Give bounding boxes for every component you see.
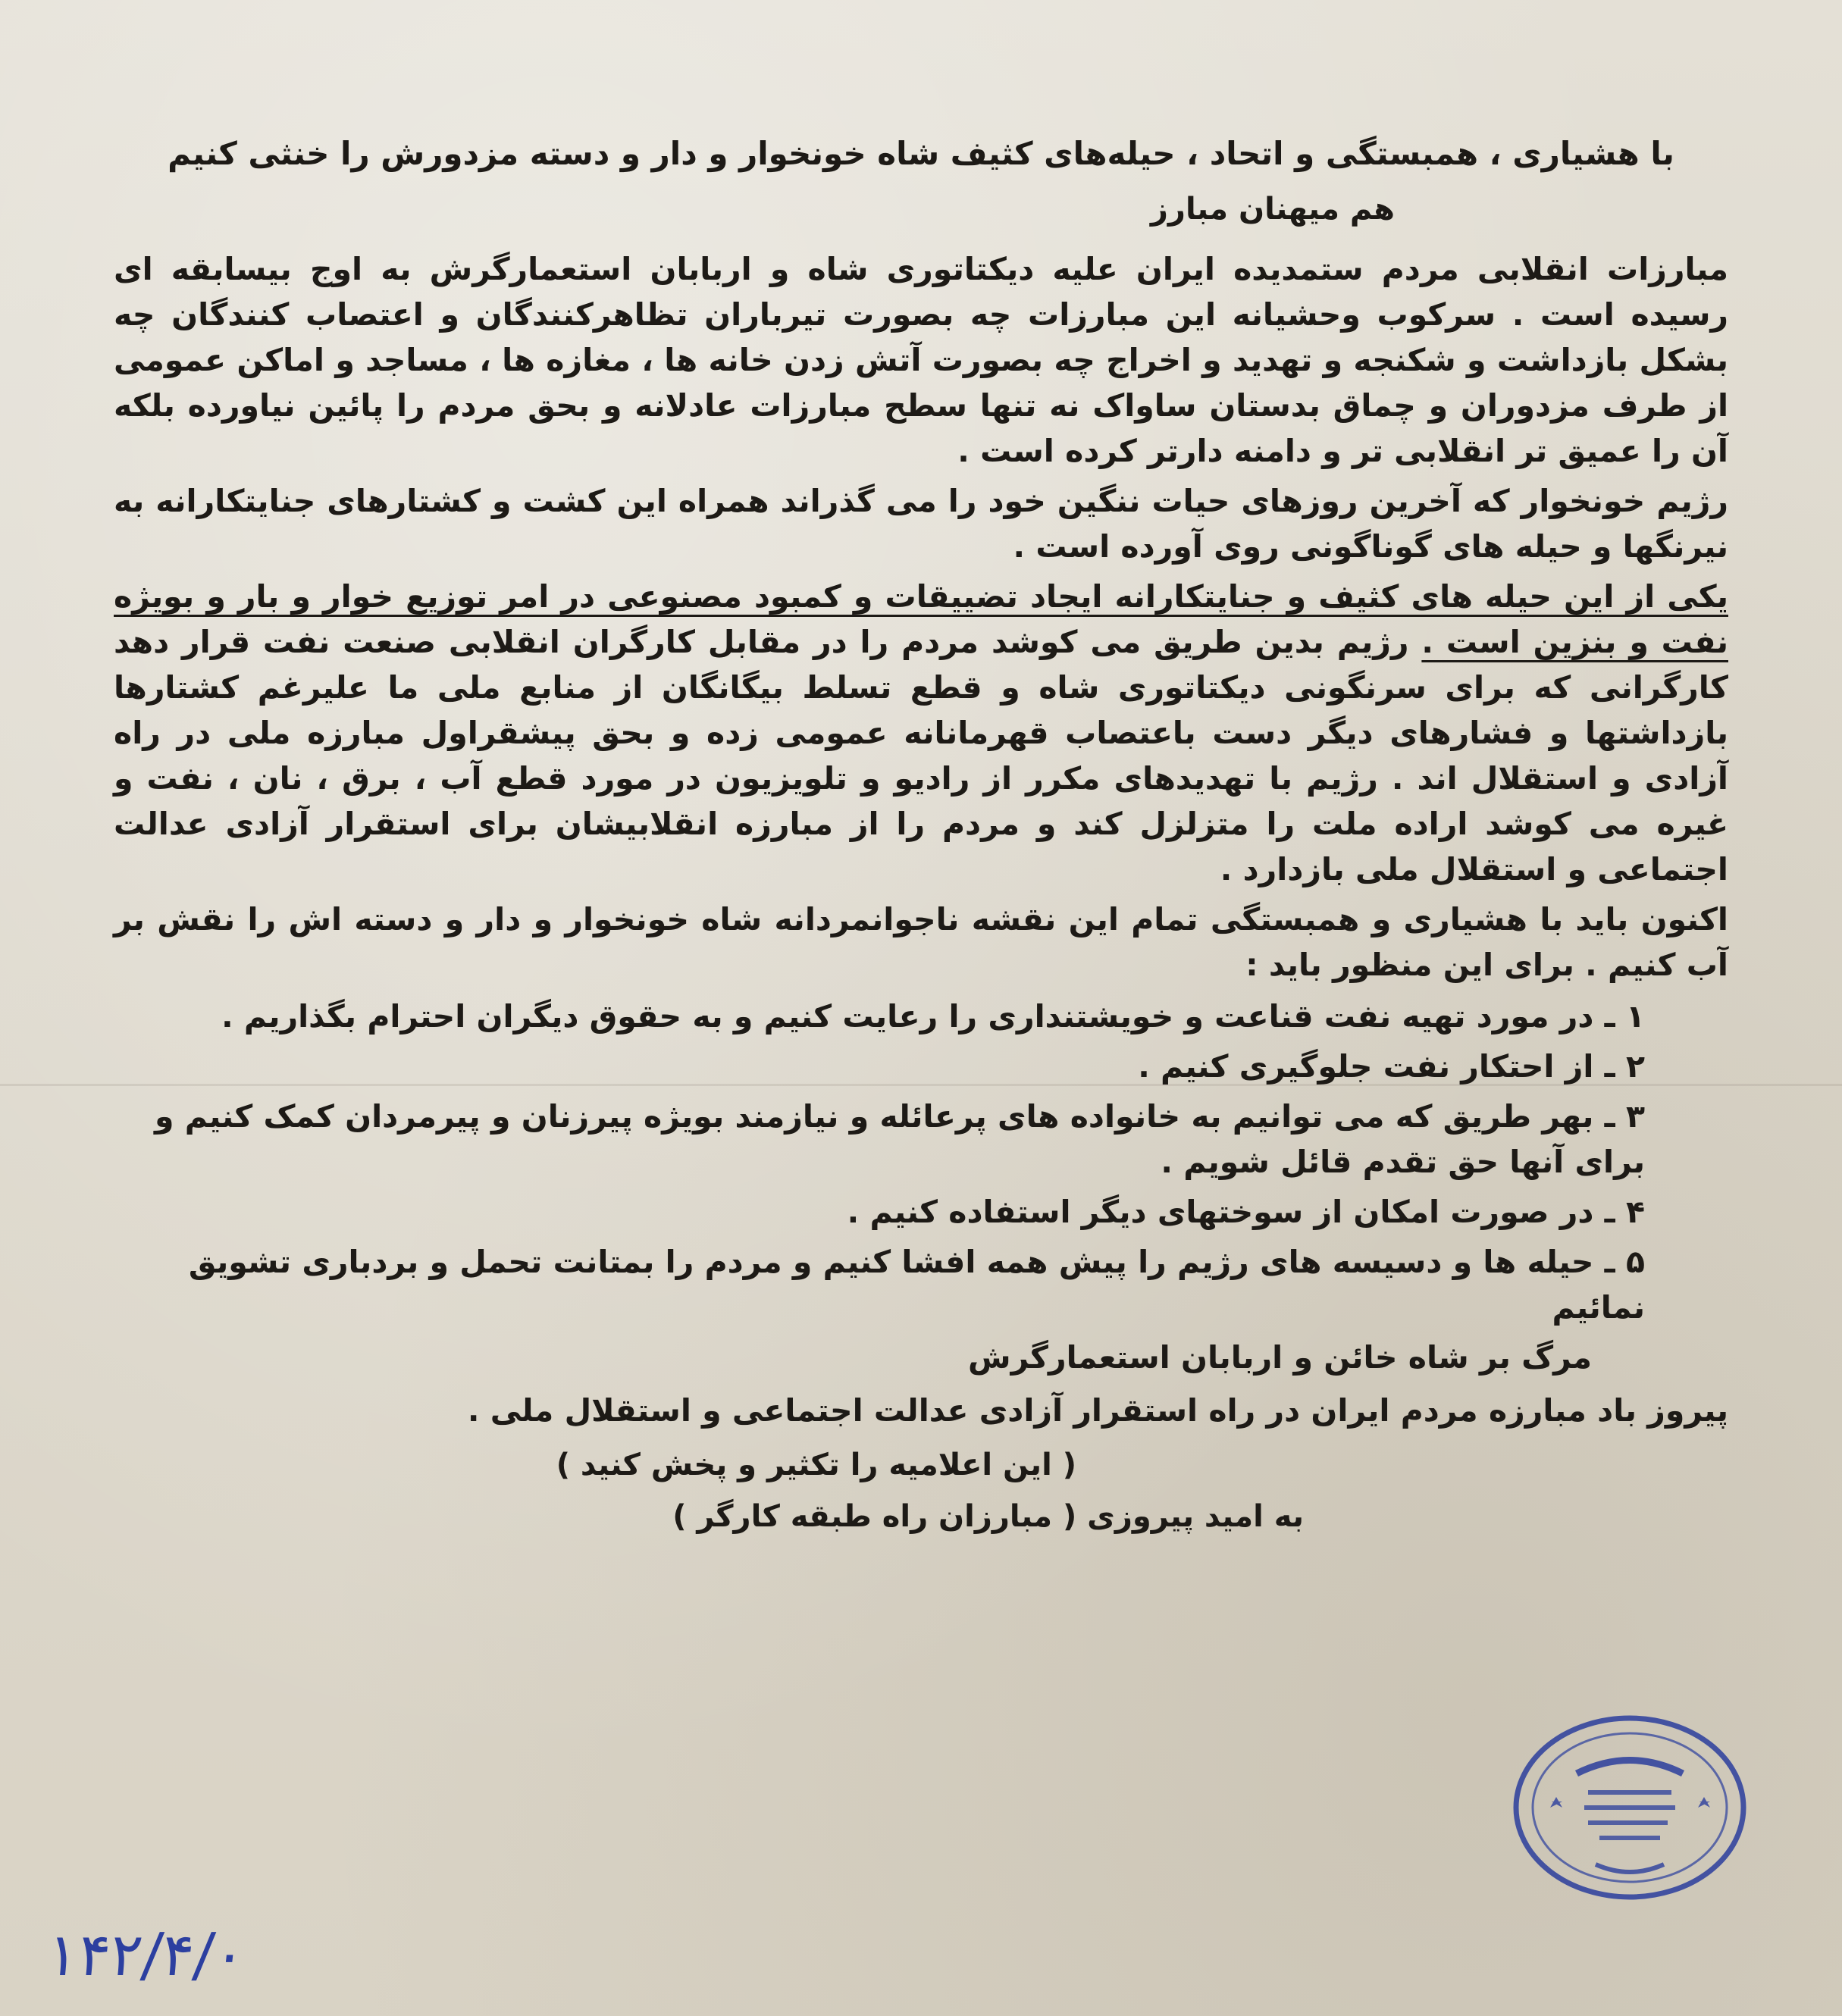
leaflet-body bbox=[114, 121, 1728, 1539]
action-item-5: ۵ ـ حیله ها و دسیسه های رژیم را پیش همه افشا کنیم و مردم را بمتانت تحمل و بردباری تشویق نمائیم bbox=[188, 1244, 1645, 1326]
paragraph-2: رژیم خونخوار که آخرین روزهای حیات ننگین خود را می گذراند همراه این کشت و کشتارهای جنایتکارانه به نیرنگها و حیله های گوناگونی روی آورده است . bbox=[114, 483, 1728, 565]
action-item-3: ۳ ـ بهر طریق که می توانیم به خانواده های پرعائله و نیازمند بویژه پیرزنان و پیرمردان کمک کنیم و برای آنها حق تقدم قائل شویم . bbox=[154, 1098, 1645, 1180]
paragraph-1: مبارزات انقلابی مردم ستمدیده ایران علیه دیکتاتوری شاه و اربابان استعمارگرش به اوج بیسابقه ای رسیده است . سرکوب وحشیانه این مبارزات چه بصورت تیرباران تظاهرکنندگان و اعتصاب کنندگان چه بشکل بازداشت و شکنجه و تهدید و اخراج چه بصورت آتش زدن خانه ها ، مغازه ها ، مساجد و اماکن عمومی از طرف مزدوران و چماق بدستان ساواک نه تنها سطح مبارزات عادلانه و بحق مردم را پائین نیاورده بلکه آن را عمیق تر انقلابی تر و دامنه دارتر کرده است . bbox=[114, 251, 1728, 469]
action-item-4: ۴ ـ در صورت امکان از سوختهای دیگر استفاده کنیم . bbox=[847, 1194, 1645, 1230]
greeting: هم میهنان مبارز bbox=[1150, 192, 1395, 227]
archive-stamp-icon bbox=[1505, 1701, 1755, 1914]
signature: به امید پیروزی ( مبارزان راه طبقه کارگر ) bbox=[672, 1499, 1304, 1534]
paragraph-3-rest: رژیم بدین طریق می کوشد مردم را در مقابل کارگران انقلابی صنعت نفت قرار دهد کارگرانی که برای سرنگونی دیکتاتوری شاه و قطع تسلط بیگانگان از منابع ملی ما علیرغم کشتارها بازداشتها و فشارهای دیگر دست باعتصاب قهرمانانه عمومی زده و بحق پیشقراول مبارزه ملی در راه آزادی و استقلال اند . رژیم با تهدیدهای مکرر از رادیو و تلویزیون در مورد قطع آب ، برق ، نان ، نفت و غیره می کوشد اراده ملت را متزلزل کند و مردم را از مبارزه انقلابیشان برای استقرار آزادی عدالت اجتماعی و استقلال ملی بازدارد . bbox=[114, 624, 1728, 887]
archive-number: ۱۴۲/۴/۰ bbox=[43, 1921, 249, 1989]
victory-line: پیروز باد مبارزه مردم ایران در راه استقرار آزادی عدالت اجتماعی و استقلال ملی . bbox=[467, 1392, 1728, 1429]
distribution-note: ( این اعلامیه را تکثیر و پخش کنید ) bbox=[556, 1448, 1076, 1482]
paragraph-3 bbox=[114, 574, 1728, 892]
action-item-2: ۲ ـ از احتکار نفت جلوگیری کنیم . bbox=[1138, 1048, 1645, 1085]
paragraph-3-highlight: یکی از این حیله های کثیف و جنایتکارانه ایجاد تضییقات و کمبود مصنوعی در امر توزیع خوار و بار و بویژه نفت و بنزین است . bbox=[114, 578, 1728, 660]
leaflet-title: با هشیاری ، همبستگی و اتحاد ، حیله‌های کثیف شاه خونخوار و دار و دسته مزدورش را خنثی کنیم bbox=[168, 135, 1674, 172]
action-list bbox=[114, 994, 1728, 1330]
paragraph-4: اکنون باید با هشیاری و همبستگی تمام این نقشه ناجوانمردانه شاه خونخوار و دار و دسته اش را نقش بر آب کنیم . برای این منظور باید : bbox=[114, 901, 1728, 983]
slogan: مرگ بر شاه خائن و اربابان استعمارگرش bbox=[968, 1339, 1592, 1376]
action-item-1: ۱ ـ در مورد تهیه نفت قناعت و خویشتنداری را رعایت کنیم و به حقوق دیگران احترام بگذاریم . bbox=[221, 998, 1645, 1035]
